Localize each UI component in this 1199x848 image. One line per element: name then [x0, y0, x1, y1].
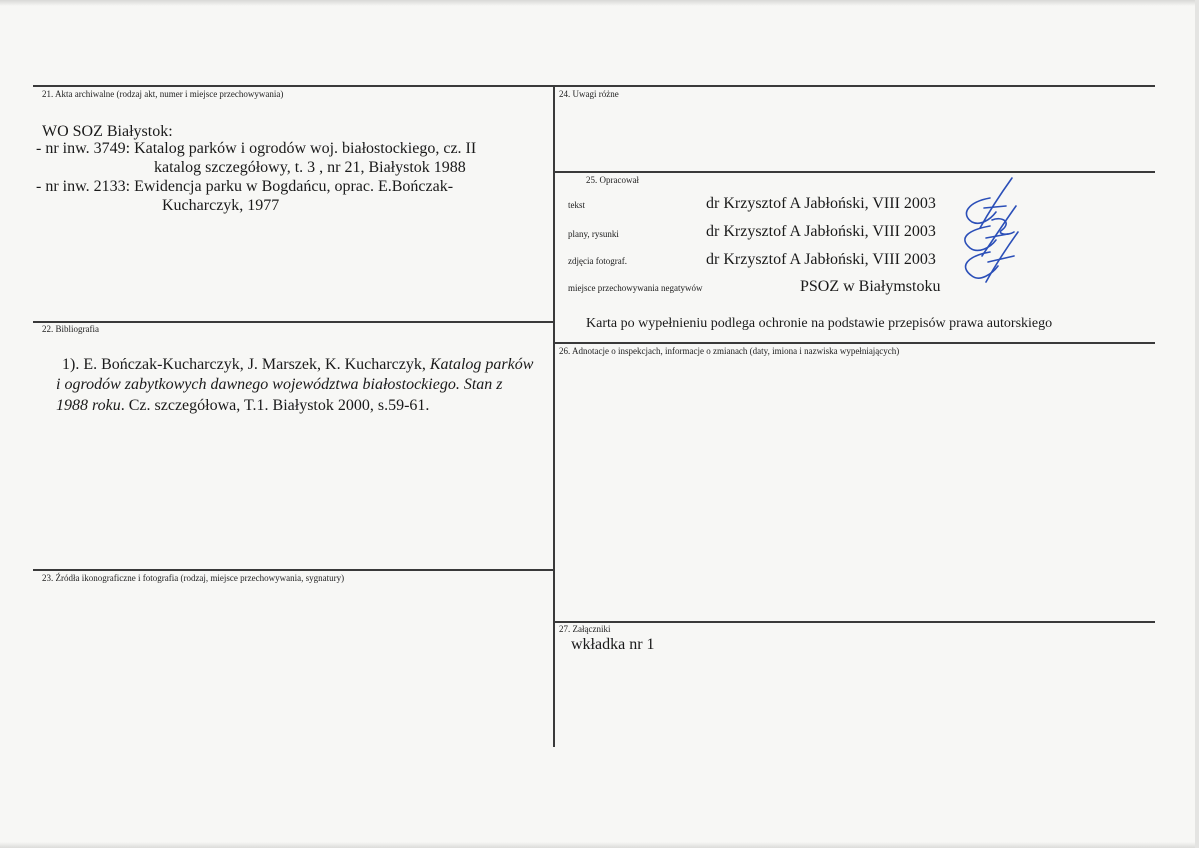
center-divider: [553, 85, 555, 747]
paper-bottom-edge: [0, 842, 1199, 848]
bibliography-details: . Cz. szczegółowa, T.1. Białystok 2000, s.59-61.: [120, 397, 430, 414]
section-21-line-3: katalog szczegółowy, t. 3 , nr 21, Białystok 1988: [154, 159, 466, 176]
credit-drawings-value: dr Krzysztof A Jabłoński, VIII 2003: [706, 223, 936, 240]
negatives-location-value: PSOZ w Białymstoku: [800, 278, 941, 295]
section-21-line-5: Kucharczyk, 1977: [162, 197, 280, 214]
handwritten-signature: [956, 176, 1028, 288]
attachment-value: wkładka nr 1: [571, 636, 655, 653]
credit-text-value: dr Krzysztof A Jabłoński, VIII 2003: [706, 195, 936, 212]
top-rule: [33, 85, 1155, 87]
bibliography-entry-line-1: [62, 355, 533, 374]
section-25-label: 25. Opracował: [586, 175, 639, 185]
copyright-notice: Karta po wypełnieniu podlega ochronie na podstawie przepisów prawa autorskiego: [586, 316, 1053, 331]
rule-25-26: [554, 342, 1155, 344]
bibliography-authors: 1). E. Bończak-Kucharczyk, J. Marszek, K. Kucharczyk,: [62, 356, 430, 373]
rule-24-25: [554, 171, 1155, 173]
bibliography-entry-line-2: i ogrodów zabytkowych dawnego województwa białostockiego. Stan z: [56, 376, 503, 393]
negatives-location-label: miejsce przechowywania negatywów: [568, 283, 703, 293]
section-21-label: 21. Akta archiwalne (rodzaj akt, numer i miejsce przechowywania): [42, 89, 284, 99]
credit-text-label: tekst: [568, 200, 585, 210]
credit-drawings-label: plany, rysunki: [568, 229, 619, 239]
section-27-label: 27. Załączniki: [559, 624, 611, 634]
paper-right-edge: [1195, 0, 1199, 848]
section-24-label: 24. Uwagi różne: [559, 89, 619, 99]
credit-photos-label: zdjęcia fotograf.: [568, 256, 627, 266]
credit-photos-value: dr Krzysztof A Jabłoński, VIII 2003: [706, 251, 936, 268]
section-21-line-4: - nr inw. 2133: Ewidencja parku w Bogdańcu, oprac. E.Bończak-: [36, 178, 454, 195]
bibliography-title-part-1: Katalog parków: [429, 356, 534, 373]
paper-top-edge: [0, 0, 1199, 6]
section-21-line-2: - nr inw. 3749: Katalog parków i ogrodów woj. białostockiego, cz. II: [36, 140, 477, 157]
bibliography-entry-line-3: [56, 396, 429, 415]
rule-21-22: [33, 321, 554, 323]
bibliography-title-part-3: 1988 roku: [56, 397, 121, 414]
rule-26-27: [554, 621, 1155, 623]
rule-22-23: [33, 569, 554, 571]
section-22-label: 22. Bibliografia: [42, 324, 99, 334]
section-26-label: 26. Adnotacje o inspekcjach, informacje o zmianach (daty, imiona i nazwiska wypełniających): [559, 346, 900, 356]
section-21-line-1: WO SOZ Białystok:: [42, 123, 173, 140]
section-23-label: 23. Źródła ikonograficzne i fotografia (rodzaj, miejsce przechowywania, sygnatury): [42, 573, 345, 583]
